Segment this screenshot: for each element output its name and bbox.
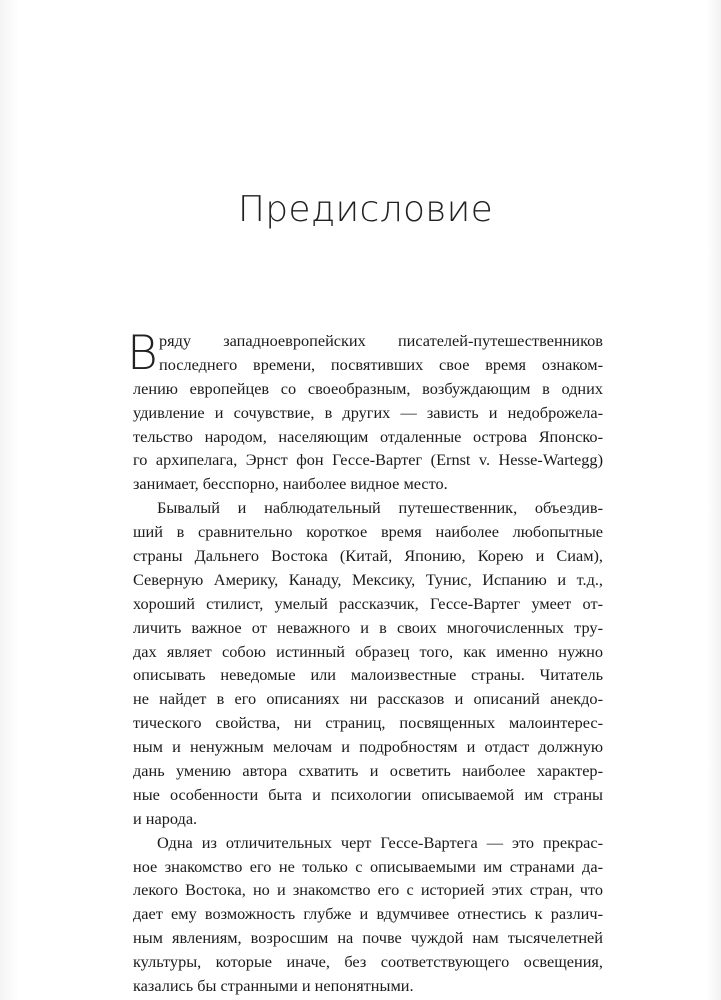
text-line: дает ему возможность глубже и вдумчивее отнестись к различ- <box>133 904 603 924</box>
text-line: страны Дальнего Востока (Китай, Японию, Корею и Сиам), <box>133 546 603 566</box>
text-line: лению европейцев со своеобразным, возбуждающим в одних <box>133 378 603 398</box>
paragraph-2 <box>133 496 603 830</box>
paragraph-1 <box>127 326 603 496</box>
text-line: ным и ненужным мелочам и подробностям и отдаст должную <box>133 737 603 757</box>
text-line: не найдет в его описаниях ни рассказов и описаний анекдо- <box>133 689 603 709</box>
paragraph-3 <box>133 831 603 998</box>
text-line: занимает, бесспорно, наиболее видное место. <box>133 474 448 494</box>
text-line: тического свойства, ни страниц, посвященных малоинтерес- <box>133 713 603 733</box>
chapter-title: Предисловие <box>237 189 494 230</box>
text-line: культуры, которые иначе, без соответствующего освещения, <box>133 952 603 972</box>
body-text <box>127 326 603 998</box>
text-line: дах являет собою истинный образец того, как именно нужно <box>133 641 603 661</box>
text-line: лекого Востока, но и знакомство его с историей этих стран, что <box>133 880 603 900</box>
text-line: и народа. <box>133 808 198 828</box>
text-line: личить важное от неважного и в своих многочисленных тру- <box>133 617 603 637</box>
text-line: тельство народом, населяющим отдаленные острова Японско- <box>133 426 603 446</box>
text-line: последнего времени, посвятивших свое время ознаком- <box>159 354 603 374</box>
text-line: хороший стилист, умелый рассказчик, Гессе-Вартег умеет от- <box>133 593 603 613</box>
text-line: ное знакомство его не только с описываемыми им странами да- <box>133 856 603 876</box>
drop-cap: В <box>127 326 158 381</box>
text-line: Северную Америку, Канаду, Мексику, Тунис, Испанию и т.д., <box>133 569 603 589</box>
page-edge-shadow-right <box>707 0 721 1000</box>
text-line: ший в сравнительно короткое время наиболее любопытные <box>133 522 603 542</box>
text-line: дань умению автора схватить и осветить наиболее характер- <box>133 761 603 781</box>
text-line: удивление и сочувствие, в других — зависть и недоброжела- <box>133 402 603 422</box>
text-line: Одна из отличительных черт Гессе-Вартега — это прекрас- <box>157 832 603 852</box>
text-line: казались бы странными и непонятными. <box>133 976 414 996</box>
text-line: описывать неведомые или малоизвестные страны. Читатель <box>133 665 603 685</box>
text-line: ряду западноевропейских писателей-путешественников <box>159 331 603 350</box>
text-line: Бывалый и наблюдательный путешественник, объездив- <box>157 498 603 518</box>
text-line: ные особенности быта и психологии описываемой им страны <box>133 784 603 804</box>
page-edge-shadow-left <box>0 0 20 1000</box>
text-line: го архипелага, Эрнст фон Гессе-Вартег (Ernst v. Hesse-Wartegg) <box>133 450 603 470</box>
text-line: ным явлениям, возросшим на почве чуждой нам тысячелетней <box>133 928 603 948</box>
